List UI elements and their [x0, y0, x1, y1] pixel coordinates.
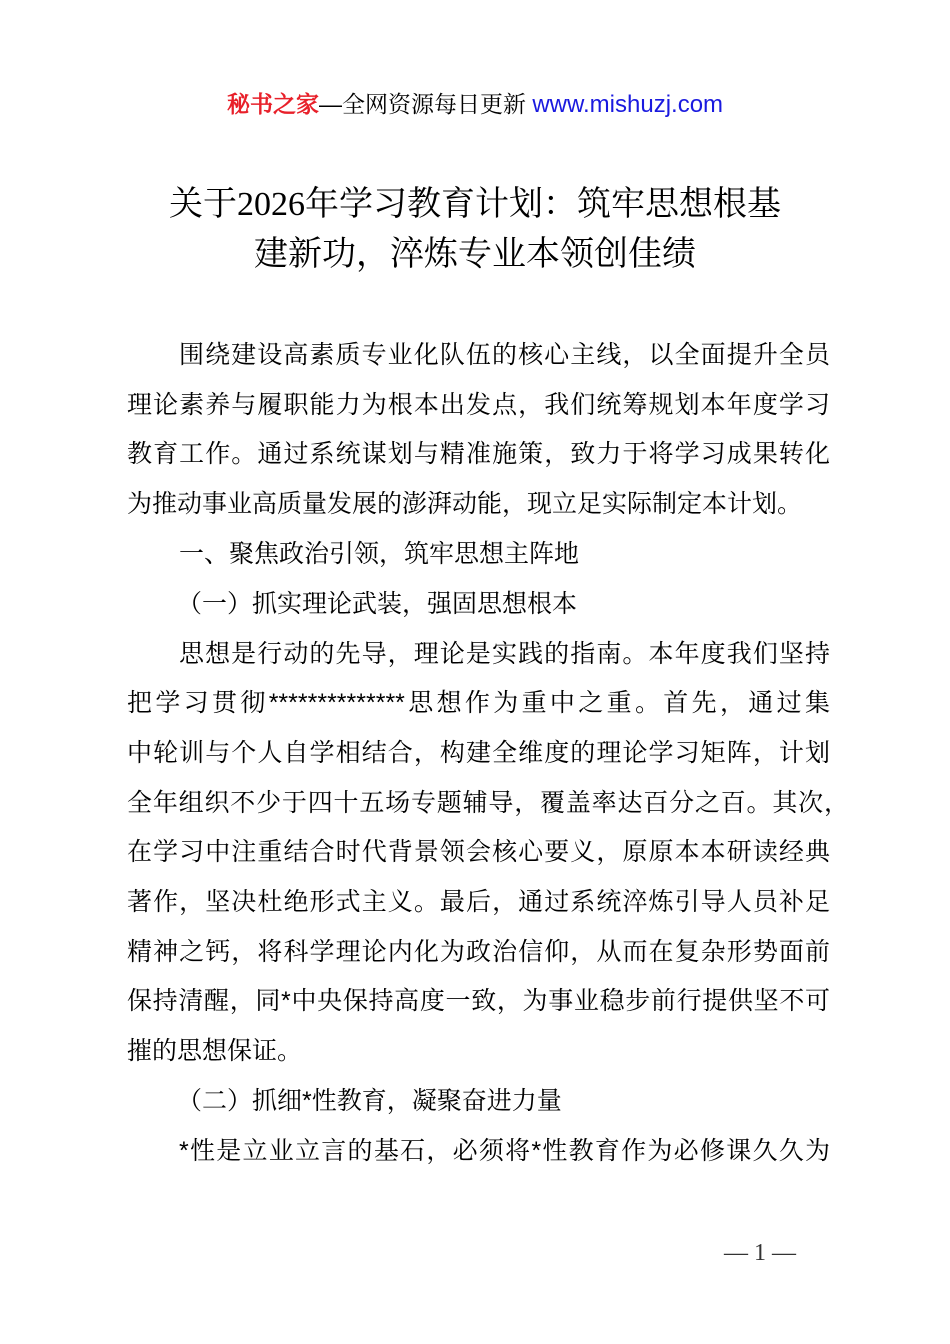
site-slogan: —全网资源每日更新 — [318, 91, 533, 117]
body-line: 把学习贯彻**************思想作为重中之重。首先，通过集 — [127, 689, 830, 717]
body-line: 摧的思想保证。 — [127, 1037, 303, 1065]
body-line: 围绕建设高素质专业化队伍的核心主线，以全面提升全员 — [179, 341, 830, 369]
body-line: 为推动事业高质量发展的澎湃动能，现立足实际制定本计划。 — [127, 490, 803, 518]
section-heading-1: 一、聚焦政治引领，筑牢思想主阵地 — [179, 540, 580, 568]
body-line: 思想是行动的先导，理论是实践的指南。本年度我们坚持 — [179, 640, 830, 668]
body-line: 理论素养与履职能力为根本出发点，我们统筹规划本年度学习 — [127, 391, 830, 419]
site-header — [0, 88, 950, 121]
site-url-link[interactable]: www.mishuzj.com — [532, 91, 724, 118]
body-line: 教育工作。通过系统谋划与精准施策，致力于将学习成果转化 — [127, 440, 830, 468]
doc-title-line-1: 关于2026年学习教育计划：筑牢思想根基 — [169, 186, 781, 223]
subsection-heading-1: （一）抓实理论武装，强固思想根本 — [177, 590, 578, 618]
body-line: 中轮训与个人自学相结合，构建全维度的理论学习矩阵，计划 — [127, 739, 830, 767]
body-line: 全年组织不少于四十五场专题辅导，覆盖率达百分之百。其次， — [127, 789, 849, 817]
body-line: *性是立业立言的基石，必须将*性教育作为必修课久久为 — [179, 1137, 830, 1165]
subsection-heading-2: （二）抓细*性教育，凝聚奋进力量 — [177, 1087, 562, 1115]
body-line: 保持清醒，同*中央保持高度一致，为事业稳步前行提供坚不可 — [127, 987, 830, 1015]
body-line: 精神之钙，将科学理论内化为政治信仰，从而在复杂形势面前 — [127, 938, 830, 966]
body-line: 在学习中注重结合时代背景领会核心要义，原原本本研读经典 — [127, 838, 830, 866]
body-line: 著作，坚决杜绝形式主义。最后，通过系统淬炼引导人员补足 — [127, 888, 830, 916]
page-number: — 1 — — [724, 1240, 796, 1266]
doc-title-line-2: 建新功，淬炼专业本领创佳绩 — [254, 236, 696, 273]
site-brand: 秘书之家 — [226, 91, 319, 117]
